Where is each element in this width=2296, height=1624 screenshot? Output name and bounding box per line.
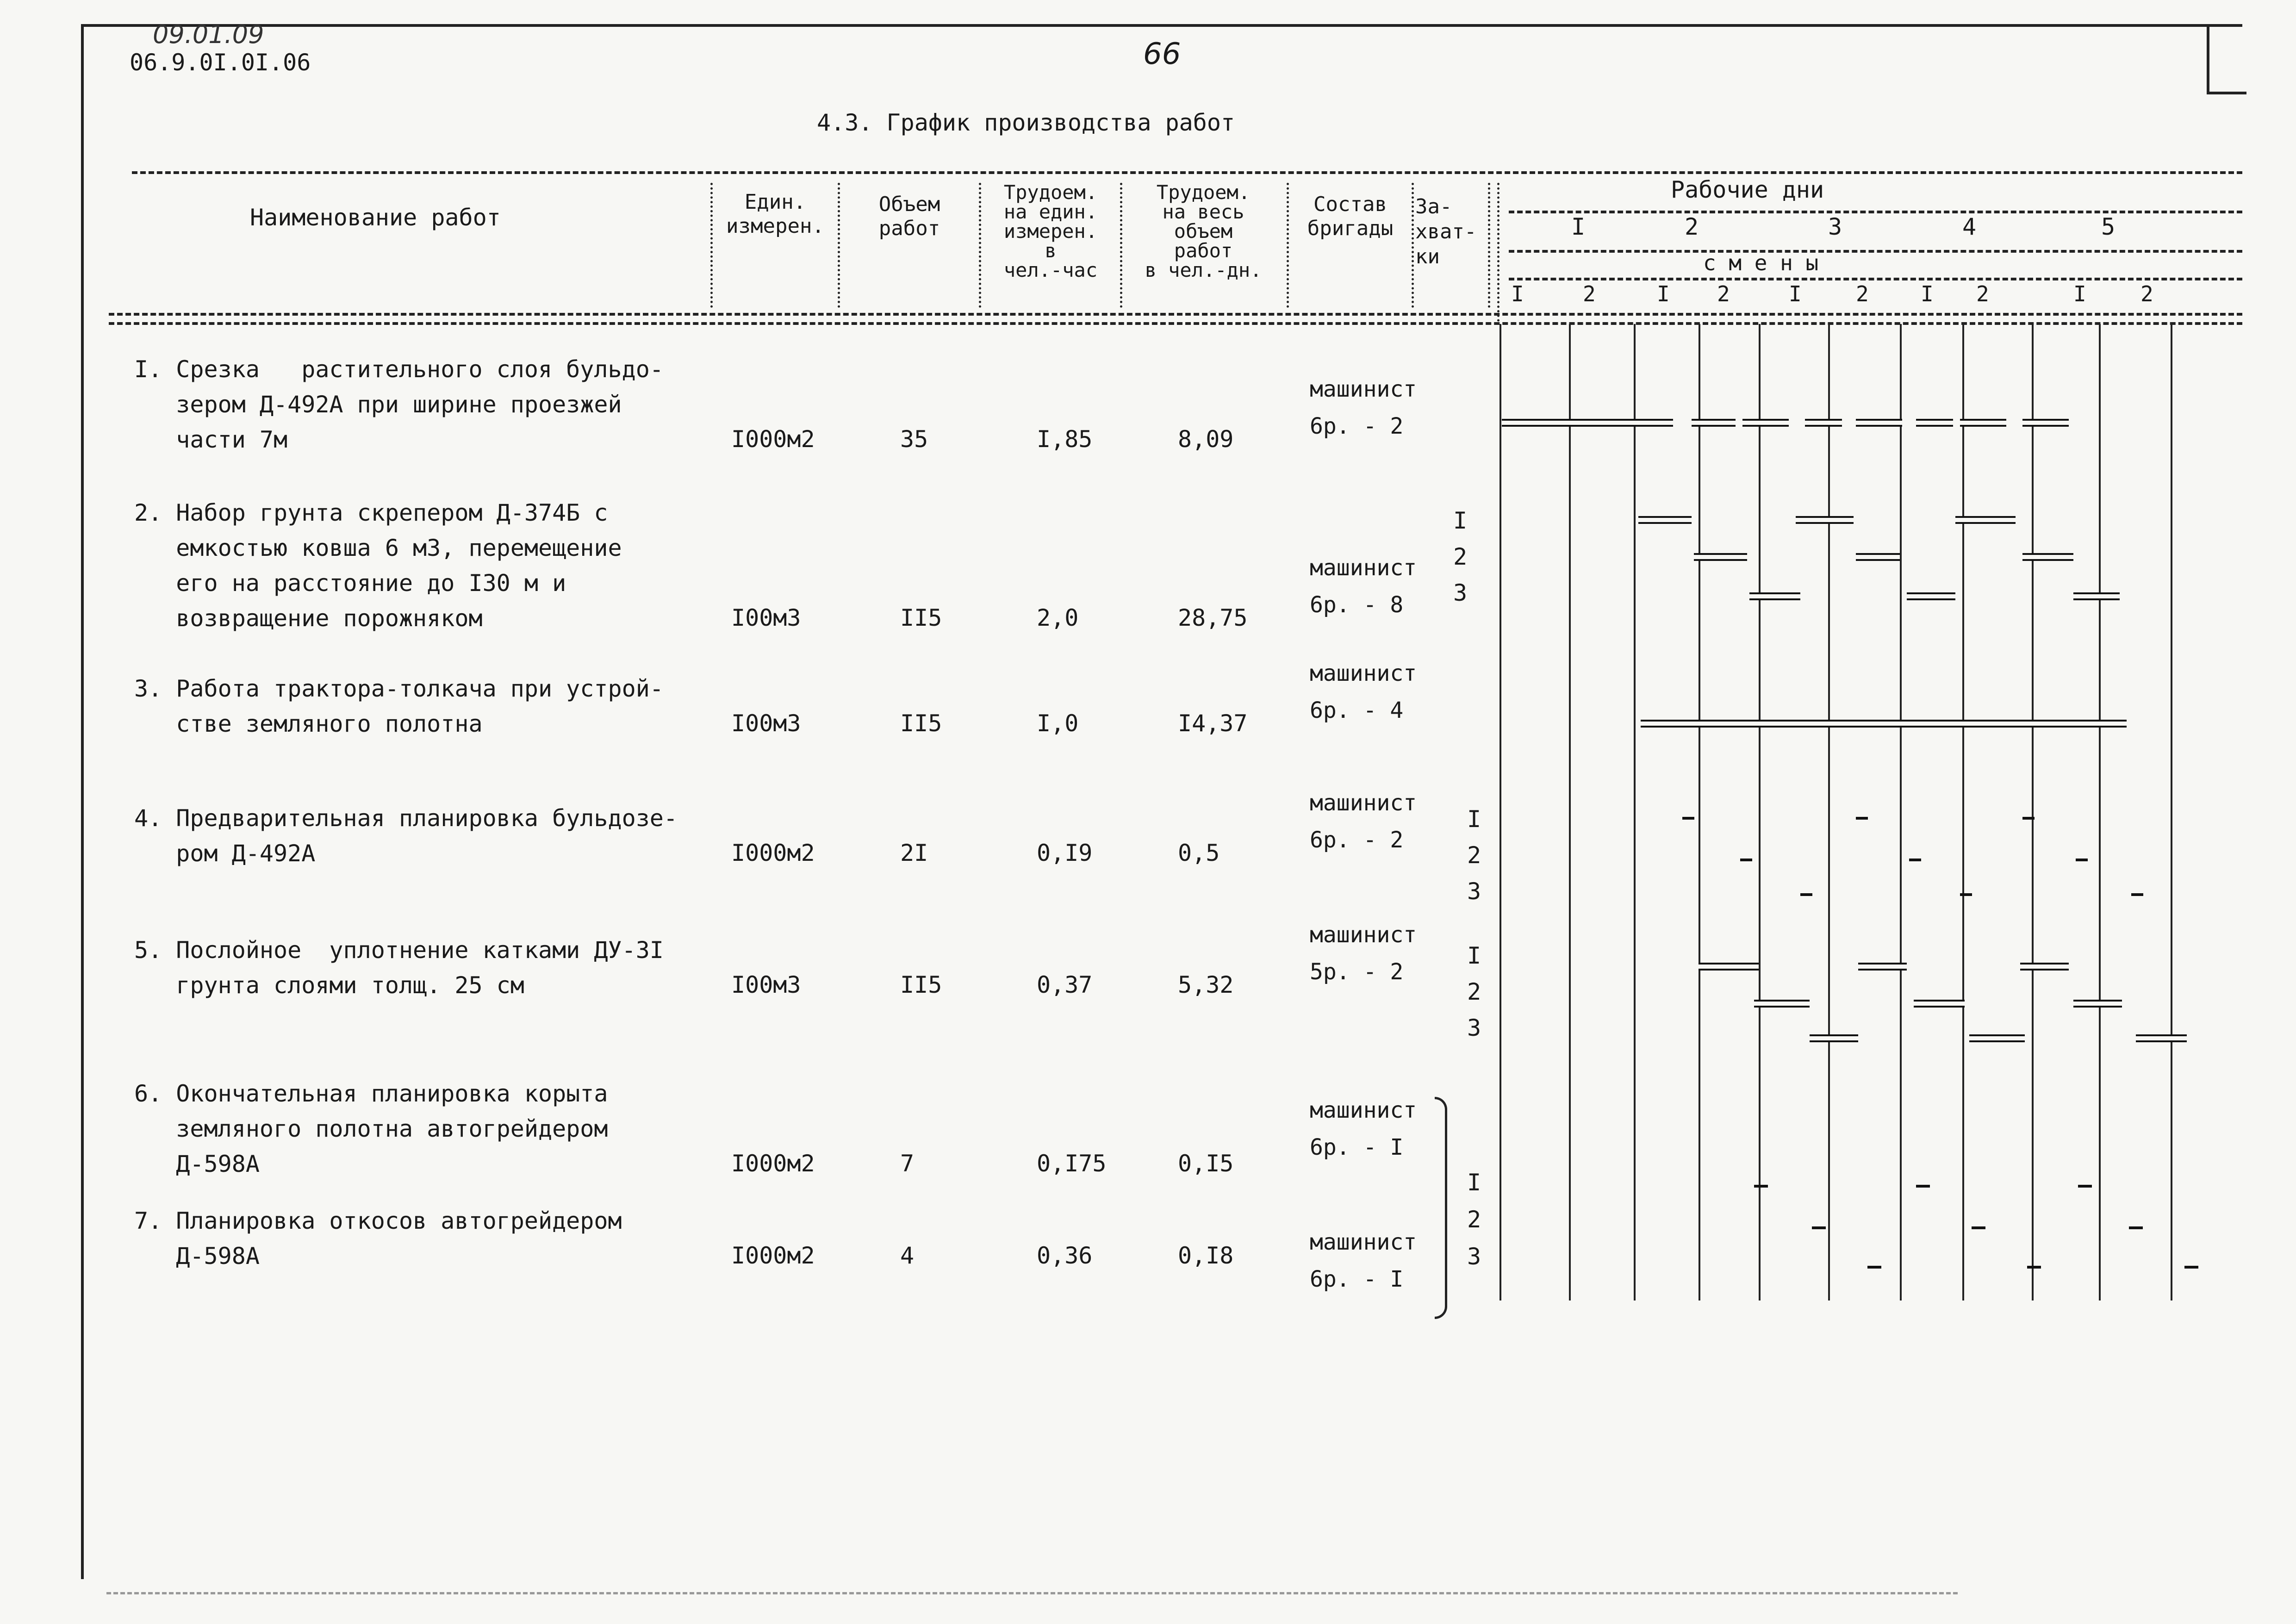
document-code: 06.9.0I.0I.06 xyxy=(130,49,311,76)
col-header-labor-total xyxy=(1122,183,1284,280)
cell-crew-grade: 6р. - I xyxy=(1310,1134,1404,1160)
grip-label: 2 xyxy=(1453,543,1468,570)
col-header-crew-l1: Состав xyxy=(1313,193,1387,216)
grip-label: 2 xyxy=(1467,1206,1481,1233)
shift-number: 2 xyxy=(1583,281,1596,306)
cell-crew-grade: 5р. - 2 xyxy=(1310,959,1404,985)
schedule-tick xyxy=(1740,859,1752,861)
schedule-column-line xyxy=(1900,324,1902,1300)
day-number: I xyxy=(1571,213,1586,240)
schedule-tick xyxy=(2076,859,2088,861)
cell-volume: 7 xyxy=(900,1150,915,1177)
schedule-bar xyxy=(1805,419,1842,427)
schedule-column-line xyxy=(1699,324,1700,1300)
schedule-bar xyxy=(1502,419,1673,427)
col-header-unit-l1: Един. xyxy=(744,190,806,214)
schedule-bar xyxy=(2136,1034,2187,1042)
schedule-column-line xyxy=(1569,324,1571,1300)
shift-number: 2 xyxy=(1717,281,1730,306)
schedule-bar xyxy=(1694,553,1747,561)
shift-number: I xyxy=(1657,281,1670,306)
cell-name: 7. Планировка откосов автогрейдером Д-598А xyxy=(134,1207,622,1269)
schedule-tick xyxy=(2078,1185,2092,1188)
col-header-labor-total-l1: Трудоем. xyxy=(1156,181,1251,204)
corner-stamp xyxy=(2207,27,2246,94)
cell-name: 3. Работа трактора-толкача при устрой- стве земляного полотна xyxy=(134,675,664,737)
schedule-bar xyxy=(1692,419,1736,427)
work-days-rule xyxy=(1509,211,2242,213)
cell-name: 2. Набор грунта скрепером Д-374Б с емкостью ковша 6 м3, перемещение его на расстояние до I30 м и возвращение порожняком xyxy=(134,499,622,632)
cell-labor-total: 0,5 xyxy=(1178,840,1220,866)
col-header-grips-l3: ки xyxy=(1415,245,1440,268)
cell-crew-role: машинист xyxy=(1310,555,1417,581)
col-header-unit-l2: измерен. xyxy=(726,214,824,238)
cell-crew-role: машинист xyxy=(1310,1229,1417,1255)
schedule-column-line xyxy=(2171,324,2172,1300)
cell-labor-unit: 0,I75 xyxy=(1037,1150,1107,1177)
cell-name: I. Срезка растительного слоя бульдо- зером Д-492А при ширине проезжей части 7м xyxy=(134,356,664,453)
shifts-rule xyxy=(1509,278,2242,280)
schedule-bar xyxy=(2073,1000,2122,1008)
schedule-left-dotted xyxy=(1497,183,1500,322)
schedule-bar xyxy=(1907,592,1955,600)
frame-left-line xyxy=(81,24,84,1579)
cell-crew-role: машинист xyxy=(1310,922,1417,948)
schedule-bar xyxy=(1856,419,1902,427)
shift-number: I xyxy=(1789,281,1802,306)
grip-label: I xyxy=(1453,507,1468,534)
col-header-labor-total-l4: работ xyxy=(1174,239,1233,262)
grip-label: 3 xyxy=(1467,878,1481,905)
work-days-label: Рабочие дни xyxy=(1671,176,1824,203)
col-header-grips-l2: хват- xyxy=(1415,220,1477,243)
schedule-bar xyxy=(1796,516,1854,524)
cell-labor-total: 0,I8 xyxy=(1178,1242,1234,1269)
schedule-column-line xyxy=(2099,324,2101,1300)
schedule-bar xyxy=(1955,516,2016,524)
schedule-bar xyxy=(1699,963,1759,971)
col-header-crew xyxy=(1289,194,1412,239)
day-number: 4 xyxy=(1962,213,1977,240)
cell-labor-total: 28,75 xyxy=(1178,604,1248,631)
schedule-bar xyxy=(1749,592,1800,600)
cell-volume: II5 xyxy=(900,710,942,737)
cell-labor-unit: 0,37 xyxy=(1037,971,1093,998)
col-header-labor-unit-l3: измерен. xyxy=(1003,220,1098,243)
col-header-volume xyxy=(840,194,979,239)
cell-crew-grade: 6р. - I xyxy=(1310,1266,1404,1292)
cell-crew-role: машинист xyxy=(1310,790,1417,816)
schedule-bar xyxy=(2022,553,2073,561)
schedule-column-line xyxy=(1759,324,1761,1300)
col-header-labor-unit-l4: в xyxy=(1045,239,1057,262)
col-header-labor-total-l3: объем xyxy=(1174,220,1233,243)
shifts-label: с м е н ы xyxy=(1703,250,1819,275)
cell-labor-unit: 2,0 xyxy=(1037,604,1079,631)
schedule-tick xyxy=(1909,859,1921,861)
days-rule xyxy=(1509,250,2242,253)
grip-label: I xyxy=(1467,806,1481,833)
schedule-column-line xyxy=(1828,324,1830,1300)
schedule-bar xyxy=(1960,419,2006,427)
cell-crew-role: машинист xyxy=(1310,1097,1417,1123)
cell-name: 5. Послойное уплотнение катками ДУ-3I грунта слоями толщ. 25 см xyxy=(134,937,664,999)
cell-name: 6. Окончательная планировка корыта земляного полотна автогрейдером Д-598А xyxy=(134,1080,608,1177)
grip-label: 3 xyxy=(1467,1243,1481,1270)
section-title: 4.3. График производства работ xyxy=(817,109,1235,136)
schedule-bar xyxy=(1641,720,2127,728)
schedule-tick xyxy=(1800,893,1812,896)
handwritten-code: 09.01.09 xyxy=(153,20,264,49)
col-header-labor-total-l2: на весь xyxy=(1162,200,1244,223)
schedule-column-line xyxy=(1962,324,1964,1300)
schedule-bar xyxy=(1916,419,1953,427)
col-header-grips-l1: За- xyxy=(1415,195,1452,218)
col-header-volume-l2: работ xyxy=(878,217,940,240)
grip-label: 3 xyxy=(1453,579,1468,606)
bottom-faint-line xyxy=(106,1592,1958,1594)
grip-label: I xyxy=(1467,1169,1481,1196)
shift-number: 2 xyxy=(2140,281,2153,306)
schedule-tick xyxy=(1972,1226,1985,1229)
cell-labor-total: 5,32 xyxy=(1178,971,1234,998)
cell-unit: I00м3 xyxy=(731,604,801,631)
schedule-tick xyxy=(1867,1266,1881,1269)
schedule-bar xyxy=(2020,963,2069,971)
cell-volume: II5 xyxy=(900,971,942,998)
schedule-tick xyxy=(1916,1185,1930,1188)
cell-name: 4. Предварительная планировка бульдозе- ром Д-492А xyxy=(134,805,678,867)
cell-crew-grade: 6р. - 2 xyxy=(1310,827,1404,853)
shift-number: 2 xyxy=(1976,281,1989,306)
schedule-tick xyxy=(2129,1226,2143,1229)
cell-unit: I00м3 xyxy=(731,971,801,998)
col-header-labor-unit xyxy=(981,183,1120,280)
col-header-labor-unit-l5: чел.-час xyxy=(1003,259,1098,281)
cell-volume: 35 xyxy=(900,426,928,453)
cell-labor-unit: I,85 xyxy=(1037,426,1093,453)
schedule-bar xyxy=(1856,553,1900,561)
grip-label: I xyxy=(1467,942,1481,969)
col-header-grips xyxy=(1412,194,1489,269)
cell-labor-total: 8,09 xyxy=(1178,426,1234,453)
header-bottom-rule-1 xyxy=(109,313,2242,316)
schedule-bar xyxy=(1754,1000,1810,1008)
cell-labor-unit: 0,36 xyxy=(1037,1242,1093,1269)
col-header-labor-unit-l1: Трудоем. xyxy=(1003,181,1098,204)
col-header-name: Наименование работ xyxy=(250,204,501,231)
cell-unit: I000м2 xyxy=(731,426,815,453)
col-header-unit xyxy=(713,192,838,236)
cell-unit: I000м2 xyxy=(731,1242,815,1269)
frame-top-line xyxy=(81,24,2242,27)
shift-number: I xyxy=(1511,281,1524,306)
cell-crew-grade: 6р. - 8 xyxy=(1310,592,1404,618)
cell-crew-role: машинист xyxy=(1310,376,1417,402)
schedule-bar xyxy=(1969,1034,2025,1042)
col-header-volume-l1: Объем xyxy=(878,193,940,216)
header-top-rule xyxy=(132,171,2242,174)
schedule-bar xyxy=(1810,1034,1858,1042)
cell-volume: II5 xyxy=(900,604,942,631)
schedule-tick xyxy=(1812,1226,1826,1229)
cell-unit: I000м2 xyxy=(731,840,815,866)
col-header-crew-l2: бригады xyxy=(1307,217,1394,240)
schedule-tick xyxy=(1682,817,1694,820)
schedule-tick xyxy=(1754,1185,1768,1188)
schedule-bar xyxy=(1742,419,1789,427)
bracket xyxy=(1435,1097,1447,1319)
shift-number: 2 xyxy=(1856,281,1869,306)
grip-label: 2 xyxy=(1467,842,1481,869)
cell-labor-total: 0,I5 xyxy=(1178,1150,1234,1177)
cell-crew-grade: 6р. - 2 xyxy=(1310,413,1404,439)
cell-volume: 2I xyxy=(900,840,928,866)
schedule-bar xyxy=(1858,963,1907,971)
schedule-tick xyxy=(1856,817,1868,820)
schedule-tick xyxy=(2131,893,2143,896)
schedule-column-line xyxy=(1634,324,1636,1300)
schedule-tick xyxy=(2184,1266,2198,1269)
cell-crew-role: машинист xyxy=(1310,660,1417,686)
day-number: 2 xyxy=(1685,213,1699,240)
day-number: 5 xyxy=(2101,213,2116,240)
shift-number: I xyxy=(2073,281,2086,306)
schedule-bar xyxy=(1914,1000,1965,1008)
schedule-bar xyxy=(2073,592,2120,600)
schedule-tick xyxy=(2027,1266,2041,1269)
header-bottom-rule-2 xyxy=(109,322,2242,325)
grip-label: 3 xyxy=(1467,1014,1481,1041)
cell-labor-total: I4,37 xyxy=(1178,710,1248,737)
cell-unit: I000м2 xyxy=(731,1150,815,1177)
schedule-column-line xyxy=(2032,324,2034,1300)
grip-label: 2 xyxy=(1467,978,1481,1005)
shift-number: I xyxy=(1921,281,1934,306)
cell-labor-unit: 0,I9 xyxy=(1037,840,1093,866)
cell-crew-grade: 6р. - 4 xyxy=(1310,697,1404,723)
schedule-bar xyxy=(1638,516,1692,524)
page-number: 66 xyxy=(1143,37,1181,71)
col-header-labor-total-l5: в чел.-дн. xyxy=(1145,259,1262,281)
col-header-labor-unit-l2: на един. xyxy=(1003,200,1098,223)
schedule-column-line xyxy=(1500,324,1501,1300)
cell-labor-unit: I,0 xyxy=(1037,710,1079,737)
schedule-bar xyxy=(2022,419,2069,427)
schedule-tick xyxy=(2022,817,2035,820)
cell-volume: 4 xyxy=(900,1242,915,1269)
schedule-tick xyxy=(1960,893,1972,896)
day-number: 3 xyxy=(1828,213,1842,240)
cell-unit: I00м3 xyxy=(731,710,801,737)
